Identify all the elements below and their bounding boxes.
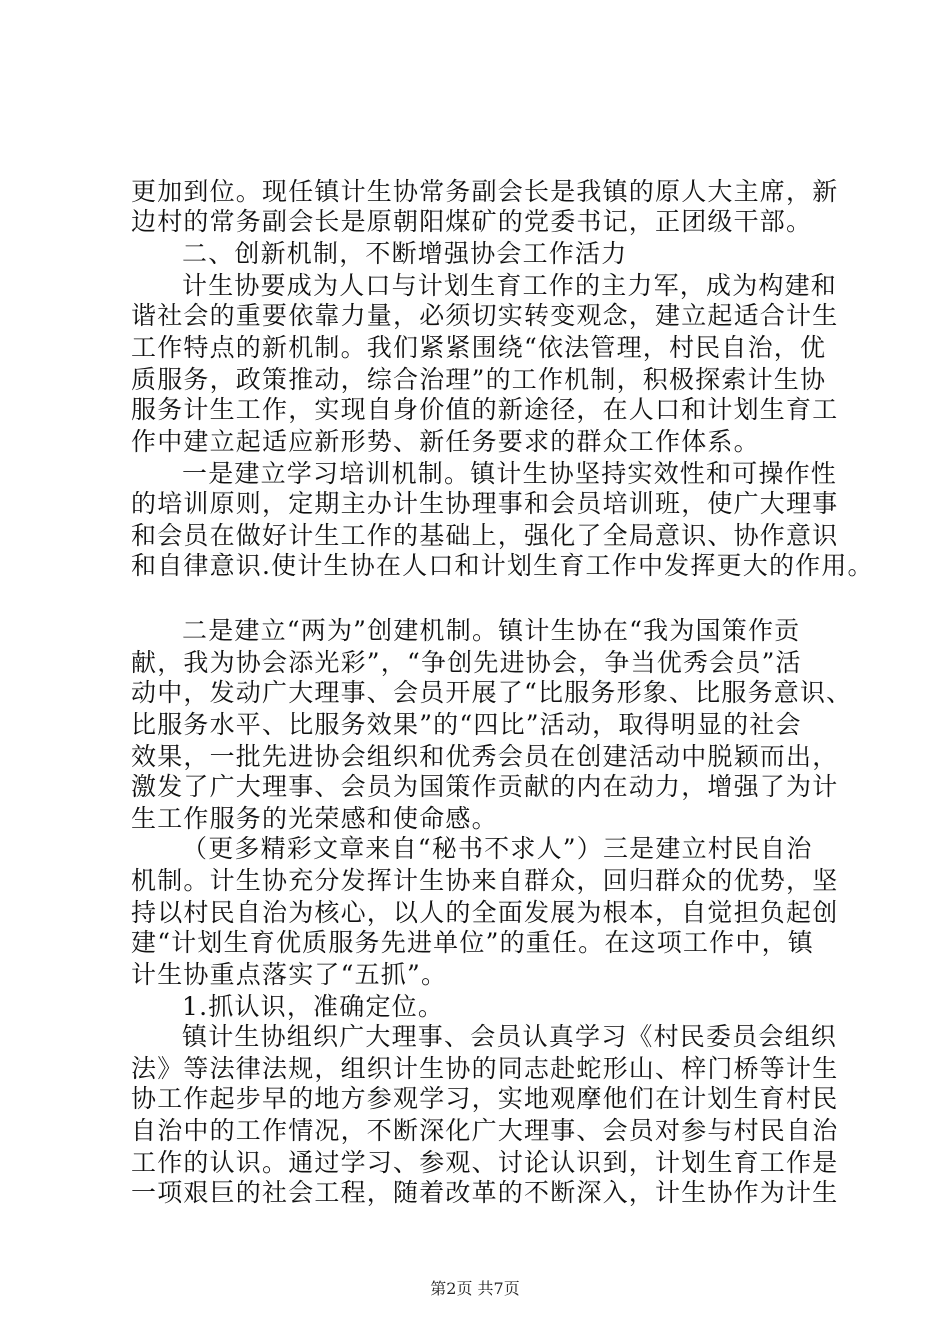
body-line: 谐社会的重要依靠力量，必须切实转变观念，建立起适合计生: [131, 301, 839, 330]
body-line: 和会员在做好计生工作的基础上，强化了全局意识、协作意识: [131, 521, 839, 550]
body-line: 二是建立“两为”创建机制。镇计生协在“我为国策作贡: [182, 616, 801, 645]
body-line: 自治中的工作情况，不断深化广大理事、会员对参与村民自治: [131, 1116, 839, 1145]
body-line: 计生协要成为人口与计划生育工作的主力军，成为构建和: [182, 271, 838, 300]
body-line: 持以村民自治为核心，以人的全面发展为根本，自觉担负起创: [131, 898, 839, 927]
body-line: 镇计生协组织广大理事、会员认真学习《村民委员会组织: [182, 1022, 838, 1051]
body-line: 生工作服务的光荣感和使命感。: [131, 804, 498, 833]
body-line: 的培训原则，定期主办计生协理事和会员培训班，使广大理事: [131, 489, 839, 518]
body-line: 建“计划生育优质服务先进单位”的重任。在这项工作中，镇: [131, 928, 814, 957]
body-line: 机制。计生协充分发挥计生协来自群众，回归群众的优势，坚: [131, 866, 839, 895]
body-line: 献，我为协会添光彩”，“争创先进协会，争当优秀会员”活: [131, 648, 802, 677]
body-line: 质服务，政策推动，综合治理”的工作机制，积极探索计生协: [131, 365, 827, 394]
body-line: 更加到位。现任镇计生协常务副会长是我镇的原人大主席，新: [131, 177, 839, 206]
page-number-footer: 第2页 共7页: [430, 1279, 520, 1298]
body-line: 一项艰巨的社会工程，随着改革的不断深入，计生协作为计生: [131, 1178, 839, 1207]
body-line: 和自律意识.使计生协在人口和计划生育工作中发挥更大的作用。: [131, 551, 874, 580]
body-line: 效果，一批先进协会组织和优秀会员在创建活动中脱颖而出，: [131, 742, 839, 771]
body-line: 边村的常务副会长是原朝阳煤矿的党委书记，正团级干部。: [131, 207, 813, 236]
body-line: 服务计生工作，实现自身价值的新途径，在人口和计划生育工: [131, 395, 839, 424]
body-line: 法》等法律法规，组织计生协的同志赴蛇形山、梓门桥等计生: [131, 1054, 839, 1083]
section-heading: 二、创新机制，不断增强协会工作活力: [182, 239, 628, 268]
body-line: 计生协重点落实了“五抓”。: [131, 960, 448, 989]
subsection-heading: 1.抓认识，准确定位。: [182, 992, 445, 1021]
body-line: 一是建立学习培训机制。镇计生协坚持实效性和可操作性: [182, 459, 838, 488]
body-line: 激发了广大理事、会员为国策作贡献的内在动力，增强了为计: [131, 772, 839, 801]
body-line: 工作的认识。通过学习、参观、讨论认识到，计划生育工作是: [131, 1148, 839, 1177]
body-line: 协工作起步早的地方参观学习，实地观摩他们在计划生育村民: [131, 1084, 839, 1113]
body-line: 作中建立起适应新形势、新任务要求的群众工作体系。: [131, 427, 760, 456]
body-line: （更多精彩文章来自“秘书不求人”）三是建立村民自治: [182, 834, 813, 863]
body-line: 动中，发动广大理事、会员开展了“比服务形象、比服务意识、: [131, 678, 853, 707]
body-line: 比服务水平、比服务效果”的“四比”活动，取得明显的社会: [131, 710, 802, 739]
body-line: 工作特点的新机制。我们紧紧围绕“依法管理，村民自治，优: [131, 333, 827, 362]
